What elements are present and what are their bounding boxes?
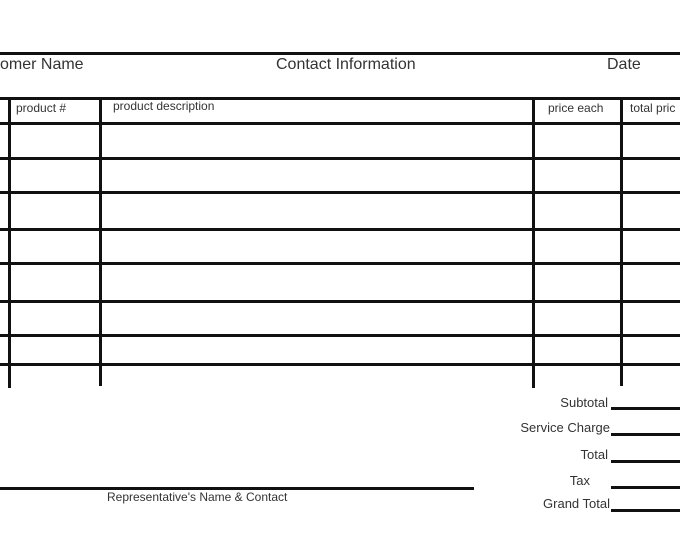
- column-divider-qty: [8, 97, 11, 388]
- service-charge-label: Service Charge: [520, 420, 610, 435]
- service-charge-line: [611, 433, 680, 436]
- representative-label: Representative's Name & Contact: [107, 490, 288, 504]
- tax-line: [611, 486, 680, 489]
- column-divider-price-each: [620, 97, 623, 386]
- contact-information-label: Contact Information: [276, 56, 416, 73]
- column-header-product-description: product description: [113, 99, 215, 113]
- column-divider-description: [532, 97, 535, 388]
- table-row-rule: [0, 334, 680, 337]
- grand-total-label: Grand Total: [543, 496, 610, 511]
- column-header-product-number: product #: [16, 101, 67, 115]
- table-row-rule: [0, 363, 680, 366]
- column-header-price-each: price each: [548, 101, 604, 115]
- total-line: [611, 460, 680, 463]
- header-top-rule: [0, 52, 680, 55]
- table-row-rule: [0, 300, 680, 303]
- subtotal-line: [611, 407, 680, 410]
- column-divider-product-number: [99, 97, 102, 386]
- table-row-rule: [0, 122, 680, 125]
- table-row-rule: [0, 262, 680, 265]
- column-header-total-price: total pric: [630, 101, 676, 115]
- customer-name-label: omer Name: [0, 56, 84, 73]
- total-label: Total: [580, 447, 608, 462]
- grand-total-line: [611, 509, 680, 512]
- subtotal-label: Subtotal: [560, 395, 608, 410]
- tax-label: Tax: [569, 473, 590, 488]
- table-row-rule: [0, 191, 680, 194]
- header-bottom-rule: [0, 97, 680, 100]
- table-row-rule: [0, 157, 680, 160]
- date-label: Date: [607, 56, 641, 73]
- table-row-rule: [0, 228, 680, 231]
